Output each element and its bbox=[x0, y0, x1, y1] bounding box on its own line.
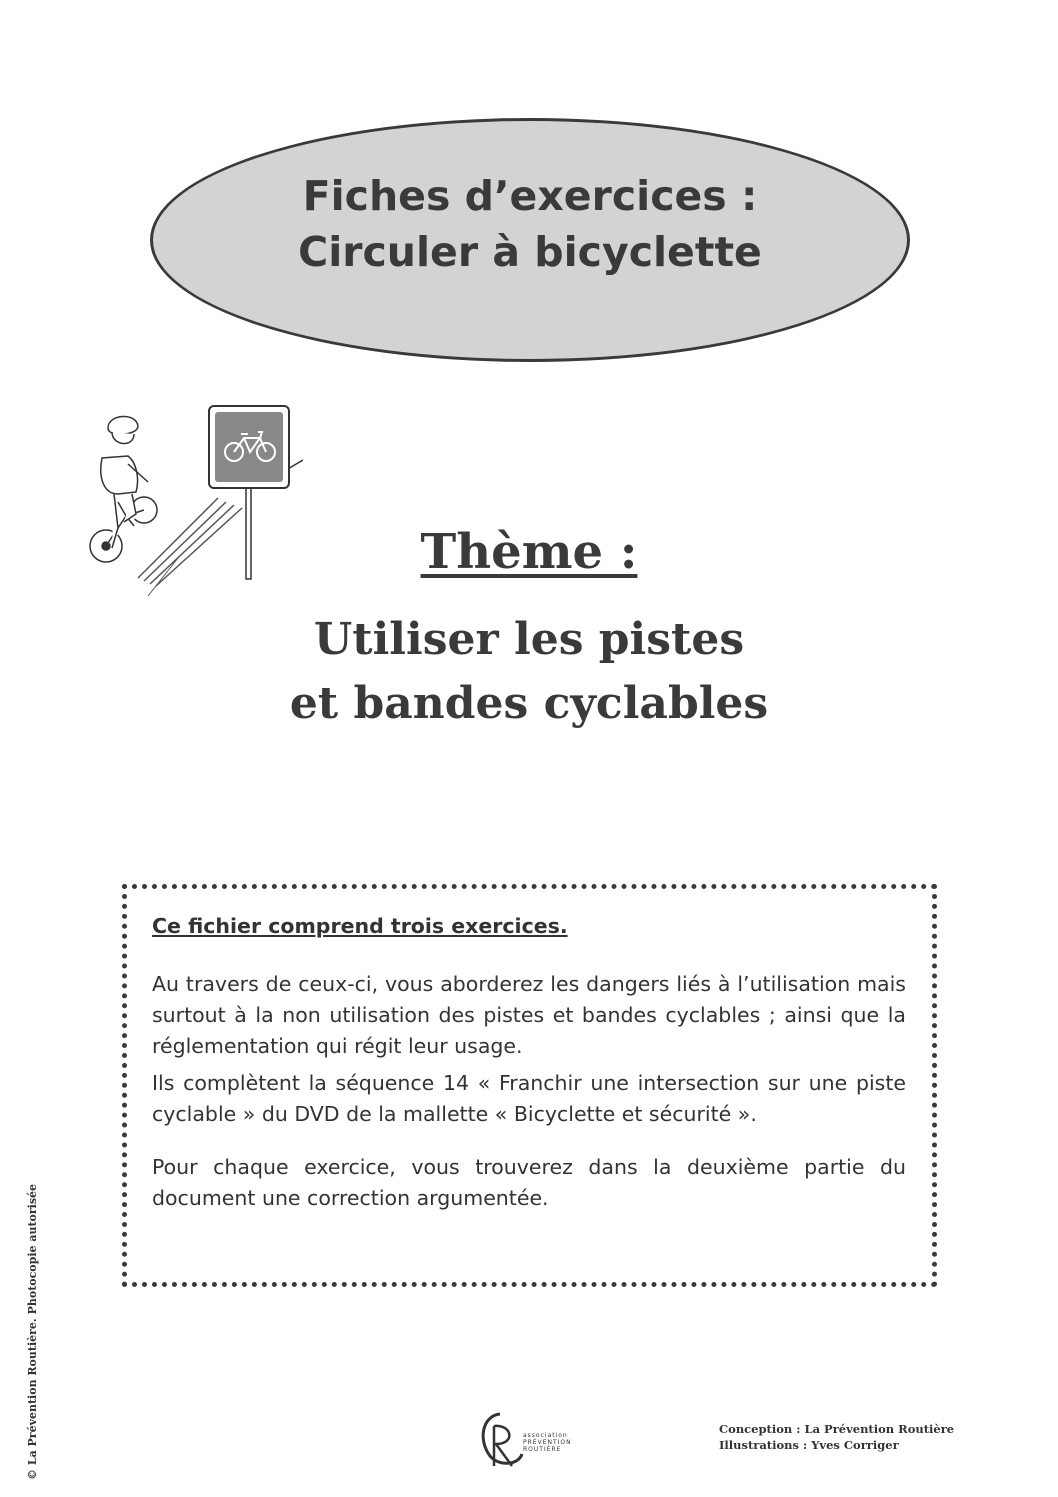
theme-title-line-2: et bandes cyclables bbox=[289, 678, 769, 729]
logo-line-1: association bbox=[523, 1432, 568, 1439]
title-line-1: Fiches d’exercices : bbox=[302, 172, 758, 220]
title-line-2: Circuler à bicyclette bbox=[298, 228, 762, 276]
logo-text bbox=[523, 1432, 583, 1453]
info-paragraph-2: Ils complètent la séquence 14 « Franchir une intersection sur une piste cyclable » du DVD de la mallette « Bicyclette et sécurité ». bbox=[152, 1071, 906, 1126]
page-title bbox=[150, 168, 910, 280]
theme-label bbox=[0, 522, 1058, 582]
info-heading: Ce fichier comprend trois exercices. bbox=[152, 914, 568, 938]
conception-credit: Conception : La Prévention Routière bbox=[719, 1422, 955, 1436]
info-content bbox=[152, 911, 906, 1220]
illustrations-credit: Illustrations : Yves Corriger bbox=[719, 1438, 899, 1452]
logo-line-3: ROUTIÈRE bbox=[523, 1446, 562, 1453]
side-credit bbox=[26, 1180, 46, 1480]
info-paragraph-1: Au travers de ceux-ci, vous aborderez les dangers liés à l’utilisation mais surtout à la non utilisation des pistes et bandes cyclables ; ainsi que la réglementation qui régit leur usage. bbox=[152, 972, 906, 1058]
info-paragraph-3: Pour chaque exercice, vous trouverez dans la deuxième partie du document une correction argumentée. bbox=[152, 1155, 906, 1210]
theme-label-text: Thème : bbox=[420, 524, 638, 580]
side-credit-text: © La Prévention Routière. Photocopie autorisée bbox=[26, 1183, 39, 1480]
theme-title bbox=[0, 608, 1058, 736]
theme-title-line-1: Utiliser les pistes bbox=[313, 614, 745, 665]
logo-line-2: PRÉVENTION bbox=[523, 1439, 572, 1446]
credits bbox=[719, 1421, 1039, 1453]
